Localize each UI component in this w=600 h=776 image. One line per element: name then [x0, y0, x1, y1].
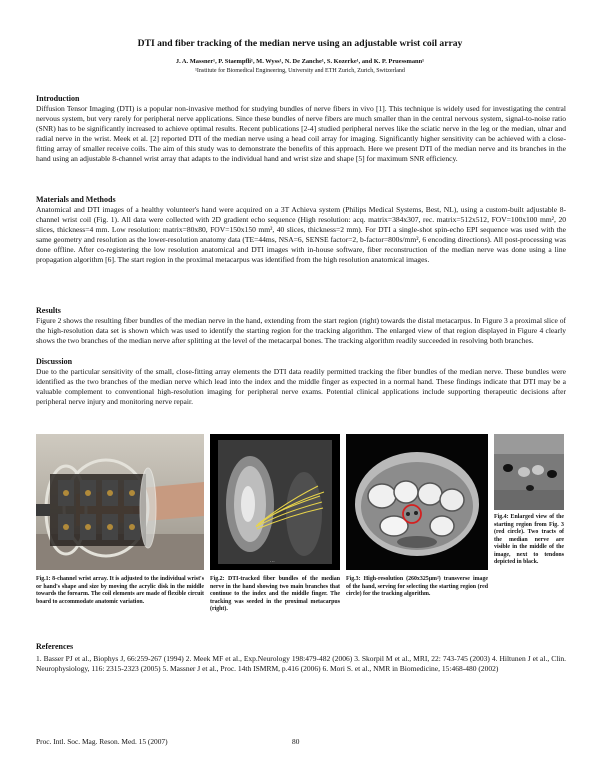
- footer-journal: Proc. Intl. Soc. Mag. Reson. Med. 15 (2007): [36, 737, 168, 746]
- results-text: Figure 2 shows the resulting fiber bundles of the median nerve in the hand, extending from the start region (right) towards the distal metacarpus. In Figure 3 a proximal slice of the high-resolution data set is shown which was used to identify the starting region for the tracking algorithm. The enlarged view of that region displayed in Figure 4 clearly shows the two branches of the median nerve after splitting at the level of the metacarpal bones. The tracking algorithm readily succeeded in resolving both branches.: [36, 316, 566, 346]
- methods-heading: Materials and Methods: [36, 195, 116, 204]
- figure-4-caption: Fig.4: Enlarged view of the starting region from Fig. 3 (red circle). Two tracts of the median nerve are visible in the middle of the image, next to tendons depicted in black.: [494, 514, 564, 565]
- figure-2-caption: Fig.2: DTI-tracked fiber bundles of the median nerve in the hand showing two main branches that continue to the index and the middle finger. The tracking was seeded in the proximal metacarpus (right).: [210, 576, 340, 612]
- svg-text:…: …: [270, 558, 275, 564]
- discussion-heading: Discussion: [36, 357, 73, 366]
- figure-4-image: [494, 434, 564, 510]
- figure-3-image: [346, 434, 488, 570]
- paper-title: DTI and fiber tracking of the median nerve using an adjustable wrist coil array: [137, 38, 463, 49]
- author-list: J. A. Massner¹, P. Staempfli¹, M. Wyss¹, N. De Zanche¹, S. Kozerke¹, and K. P. Pruessmann¹: [175, 58, 425, 65]
- figure-3-caption: Fig.3: High-resolution (260x325μm²) transverse image of the hand, serving for selecting the starting region (red circle) for the tracking algorithm.: [346, 576, 488, 597]
- discussion-text: Due to the particular sensitivity of the small, close-fitting array elements the DTI data readily permitted tracking the fiber bundles of the median nerve. These bundles were identified as the two branches of the median nerve which lead into the index and the middle finger as expected in a normal hand. These findings indicate that DTI may be a valuable complement to conventional high-resolution imaging for peripheral nerve exams. Potential clinical applications include supporting therapeutic decisions after peripheral nerve injury and monitoring nerve repair.: [36, 367, 566, 407]
- affiliation: ¹Institute for Biomedical Engineering, University and ETH Zurich, Zurich, Switzerland: [195, 68, 405, 74]
- methods-text: Anatomical and DTI images of a healthy volunteer's hand were acquired on a 3T Achieva system (Philips Medical Systems, Best, NL), using a custom-built adjustable 8-channel wrist coil (Fig. 1). All data were collected with 2D gradient echo sequence (High resolution: acq. matrix=384x307, rec. matrix=512x512, FOV=100x100 mm², 20 slices, thickness=4 mm. Low resolution: matrix=80x80, FOV=150x150 mm², 40 slices, thickness=2 mm). For DTI a single-shot spin-echo EPI sequence was used with the same geometry and resolution as the lower-resolution anatomy data (TE=44ms, NSA=6, SENSE factor=2, b-factor=800s/mm², 6 encoding directions). All post-processing was done offline. After co-registering the low resolution anatomical and DTI images with in-house software, fiber reconstruction of the median nerve was done using a line propagation algorithm [6]. The start region in the proximal metacarpus was identified from the high resolution anatomical images.: [36, 205, 566, 265]
- results-heading: Results: [36, 306, 61, 315]
- figure-1-image: [36, 434, 204, 570]
- figure-2-image: [210, 434, 340, 570]
- intro-heading: Introduction: [36, 94, 80, 103]
- references-heading: References: [36, 642, 74, 651]
- footer-page-number: 80: [292, 737, 300, 746]
- intro-text: Diffusion Tensor Imaging (DTI) is a popular non-invasive method for studying bundles of nerve fibers in vivo [1]. This technique is widely used for investigating the central nervous system, but very rarely for peripheral nerve applications. Since these bundles of nerve fibers are much smaller than in the central nervous system, signal-to-noise ratio (SNR) has to be significantly increased to achieve optimal results. Recent publications [2-4] studied peripheral nerves like the sciatic nerve in the leg or the median, ulnar and radial nerve in the wrist. Meek et al. [2] reported DTI of the median nerve using a head coil array for imaging. Significantly higher sensitivity can be achieved with a close-fitting array of smaller receive coils. The aim of this study was to demonstrate the benefits of this approach. Here we present DTI of the median nerve and its branches in the hand using an adjustable 8-channel wrist array that adapts to the individual hand and wrist size and shape [5] for maximum SNR efficiency.: [36, 104, 566, 164]
- references-list: 1. Basser PJ et al., Biophys J, 66:259-267 (1994) 2. Meek MF et al., Exp.Neurology 198:479-482 (2006) 3. Skorpil M et al., MRI, 22: 743-745 (2003) 4. Hiltunen J et al., Clin. Neurophysiology, 116: 2315-2323 (2005) 5. Massner J et al., Proc. 14th ISMRM, p.416 (2006) 6. Mori S. et al., NMR in Biomedicine, 15:468-480 (2002): [36, 654, 566, 674]
- figure-1-caption: Fig.1: 8-channel wrist array. It is adjusted to the individual wrist's or hand's shape and size by moving the acrylic disk in the middle towards the forearm. The coil elements are made of flexible circuit board to accommodate anatomic variation.: [36, 576, 204, 605]
